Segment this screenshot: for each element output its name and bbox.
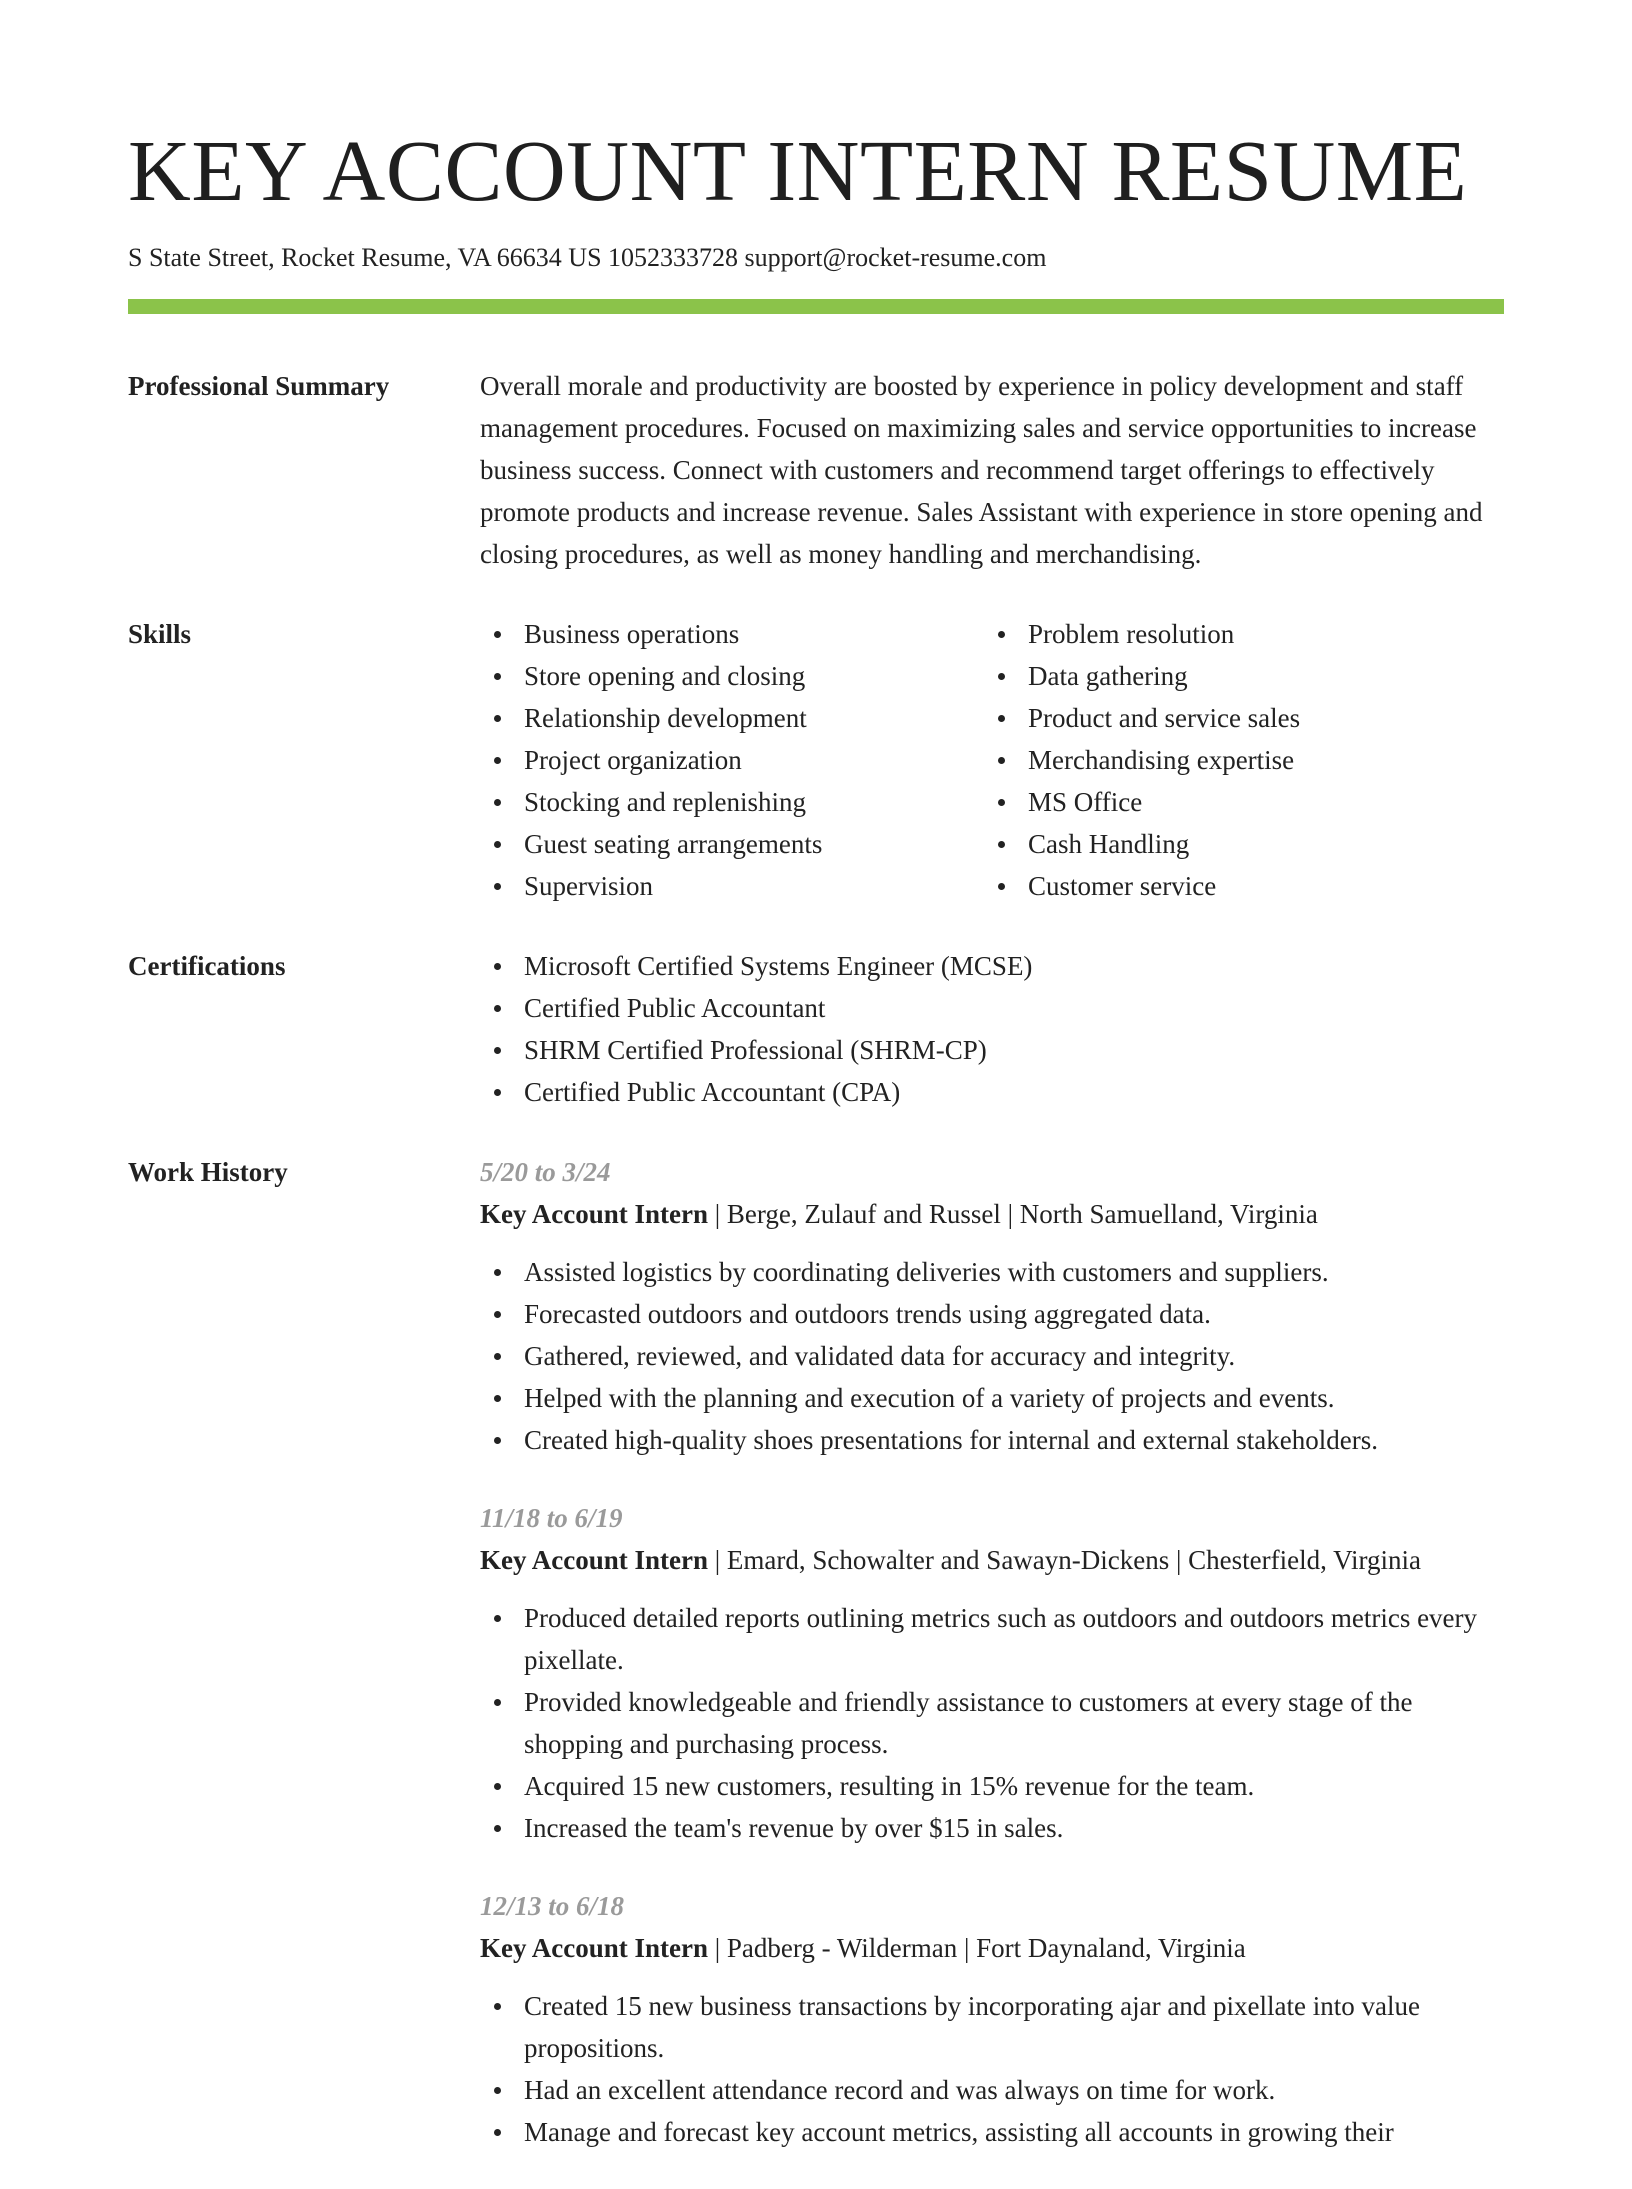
skill-item: Relationship development bbox=[480, 697, 984, 739]
job-bullet: Manage and forecast key account metrics, assisting all accounts in growing their bbox=[480, 2111, 1504, 2153]
certification-item: Certified Public Accountant (CPA) bbox=[480, 1071, 1504, 1113]
skill-item: Product and service sales bbox=[984, 697, 1488, 739]
certifications-section bbox=[128, 945, 1504, 1113]
job-entry bbox=[480, 1151, 1504, 1461]
job-heading bbox=[480, 1539, 1504, 1581]
job-title: Key Account Intern bbox=[480, 1199, 708, 1229]
section-heading: Professional Summary bbox=[128, 371, 390, 401]
skill-item: Cash Handling bbox=[984, 823, 1488, 865]
skills-list-right bbox=[984, 613, 1488, 907]
section-heading: Skills bbox=[128, 619, 192, 649]
skill-item: Project organization bbox=[480, 739, 984, 781]
job-bullet: Produced detailed reports outlining metrics such as outdoors and outdoors metrics every pixellate. bbox=[480, 1597, 1504, 1681]
resume-title: KEY ACCOUNT INTERN RESUME bbox=[128, 122, 1468, 219]
job-bullets bbox=[480, 1597, 1504, 1849]
job-dates: 5/20 to 3/24 bbox=[480, 1157, 611, 1187]
skill-item: Supervision bbox=[480, 865, 984, 907]
skills-list-left bbox=[480, 613, 984, 907]
work-history-section bbox=[128, 1151, 1504, 2189]
job-bullet: Increased the team's revenue by over $15 in sales. bbox=[480, 1807, 1504, 1849]
job-title: Key Account Intern bbox=[480, 1545, 708, 1575]
section-heading: Certifications bbox=[128, 951, 286, 981]
skill-item: Customer service bbox=[984, 865, 1488, 907]
skill-item: MS Office bbox=[984, 781, 1488, 823]
job-employer-location: | Berge, Zulauf and Russel | North Samuelland, Virginia bbox=[707, 1199, 1318, 1229]
job-entry bbox=[480, 1885, 1504, 2153]
job-bullet: Acquired 15 new customers, resulting in 15% revenue for the team. bbox=[480, 1765, 1504, 1807]
certification-item: Certified Public Accountant bbox=[480, 987, 1504, 1029]
accent-divider bbox=[128, 299, 1504, 314]
job-employer-location: | Padberg - Wilderman | Fort Daynaland, Virginia bbox=[707, 1933, 1246, 1963]
skill-item: Store opening and closing bbox=[480, 655, 984, 697]
certification-item: Microsoft Certified Systems Engineer (MCSE) bbox=[480, 945, 1504, 987]
skills-section bbox=[128, 613, 1504, 907]
job-bullet: Forecasted outdoors and outdoors trends using aggregated data. bbox=[480, 1293, 1504, 1335]
skill-item: Merchandising expertise bbox=[984, 739, 1488, 781]
job-bullet: Assisted logistics by coordinating deliveries with customers and suppliers. bbox=[480, 1251, 1504, 1293]
certification-item: SHRM Certified Professional (SHRM-CP) bbox=[480, 1029, 1504, 1071]
job-title: Key Account Intern bbox=[480, 1933, 708, 1963]
job-bullet: Provided knowledgeable and friendly assistance to customers at every stage of the shopping and purchasing process. bbox=[480, 1681, 1504, 1765]
job-bullet: Had an excellent attendance record and was always on time for work. bbox=[480, 2069, 1504, 2111]
job-entry bbox=[480, 1497, 1504, 1849]
job-bullet: Gathered, reviewed, and validated data for accuracy and integrity. bbox=[480, 1335, 1504, 1377]
skill-item: Business operations bbox=[480, 613, 984, 655]
skill-item: Data gathering bbox=[984, 655, 1488, 697]
contact-line: S State Street, Rocket Resume, VA 66634 US 1052333728 support@rocket-resume.com bbox=[128, 243, 1047, 272]
job-bullet: Created 15 new business transactions by incorporating ajar and pixellate into value propositions. bbox=[480, 1985, 1504, 2069]
job-bullets bbox=[480, 1985, 1504, 2153]
skill-item: Problem resolution bbox=[984, 613, 1488, 655]
summary-section bbox=[128, 365, 1504, 575]
job-bullets bbox=[480, 1251, 1504, 1461]
job-dates: 12/13 to 6/18 bbox=[480, 1891, 625, 1921]
job-bullet: Created high-quality shoes presentations for internal and external stakeholders. bbox=[480, 1419, 1504, 1461]
job-heading bbox=[480, 1927, 1504, 1969]
skill-item: Guest seating arrangements bbox=[480, 823, 984, 865]
job-heading bbox=[480, 1193, 1504, 1235]
resume-page bbox=[128, 0, 1504, 2189]
skill-item: Stocking and replenishing bbox=[480, 781, 984, 823]
section-heading: Work History bbox=[128, 1157, 288, 1187]
job-bullet: Helped with the planning and execution of a variety of projects and events. bbox=[480, 1377, 1504, 1419]
summary-text: Overall morale and productivity are boosted by experience in policy development and staff management procedures. Focused on maximizing sales and service opportunities to increase business success. Connect with customers and recommend target offerings to effectively promote products and increase revenue. Sales Assistant with experience in store opening and closing procedures, as well as money handling and merchandising. bbox=[480, 371, 1483, 569]
job-dates: 11/18 to 6/19 bbox=[480, 1503, 623, 1533]
certifications-list bbox=[480, 945, 1504, 1113]
job-employer-location: | Emard, Schowalter and Sawayn-Dickens | Chesterfield, Virginia bbox=[707, 1545, 1421, 1575]
